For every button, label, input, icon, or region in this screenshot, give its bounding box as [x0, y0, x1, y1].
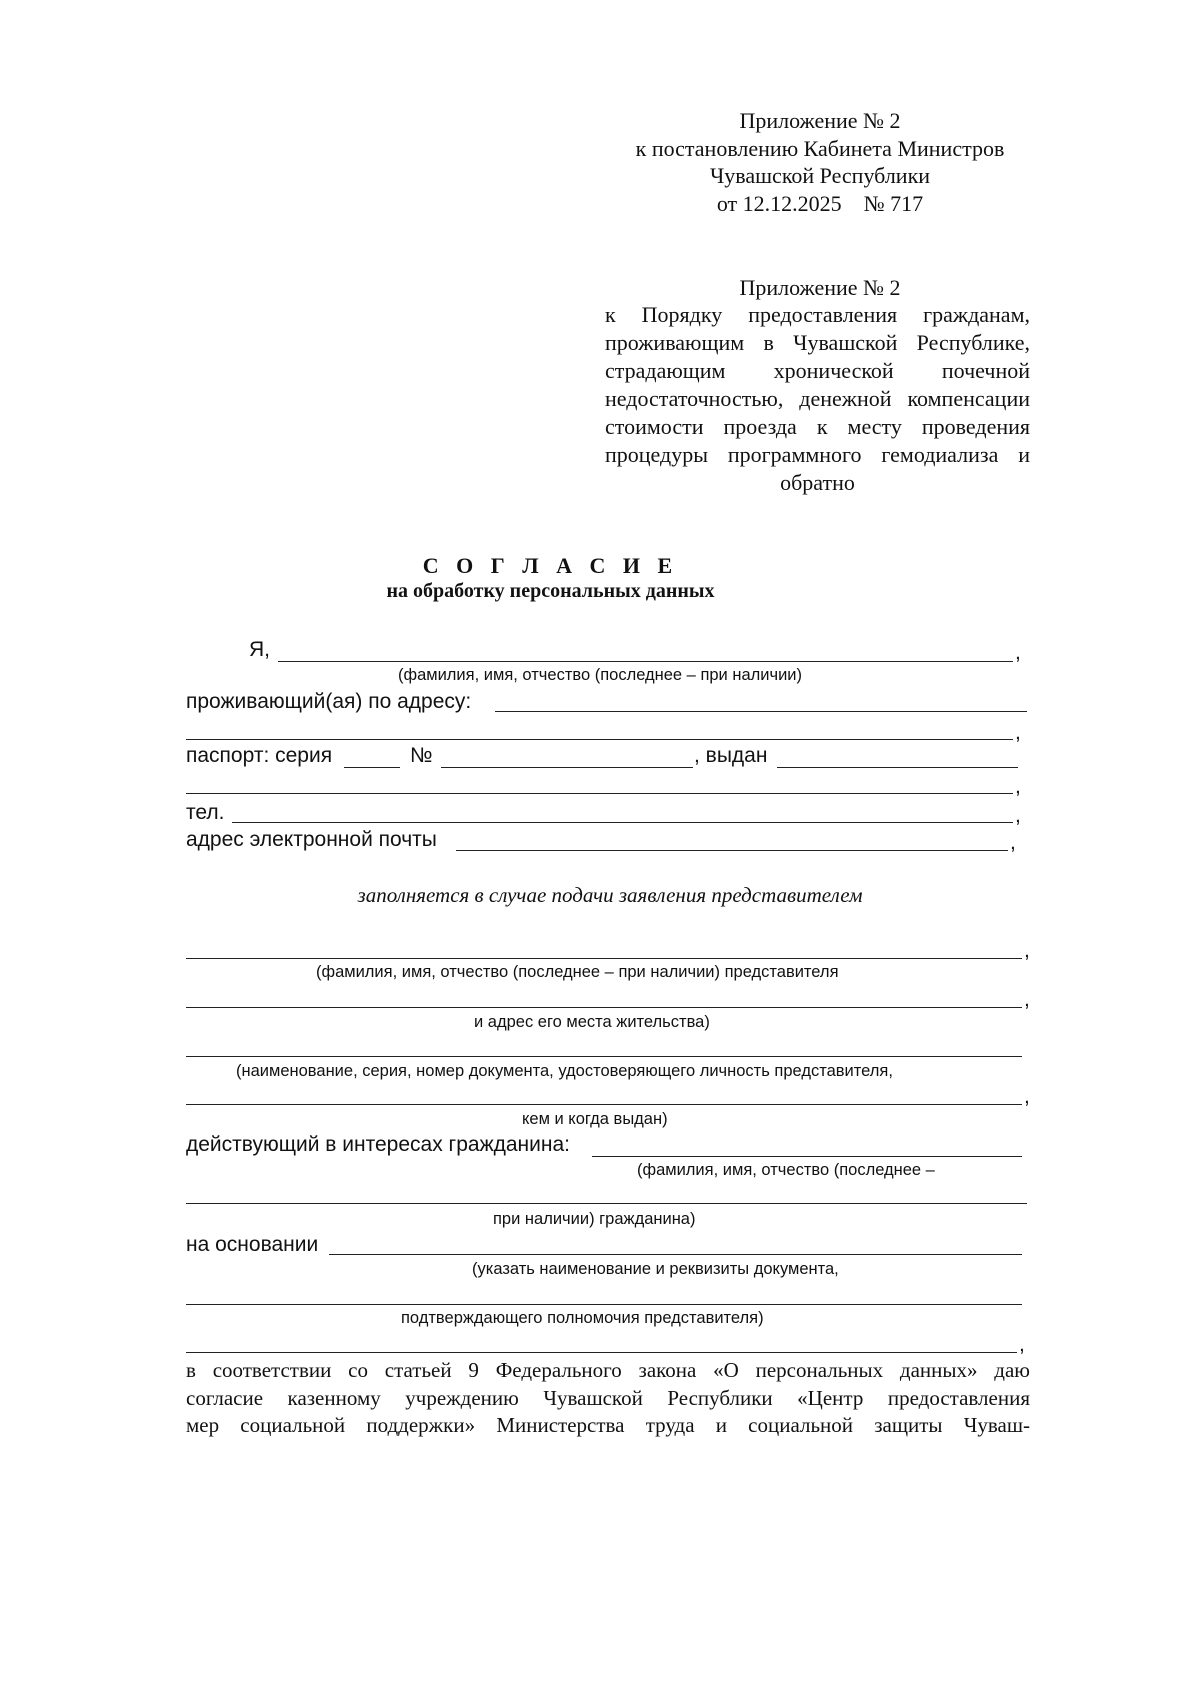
- comma: ,: [1015, 775, 1021, 798]
- consent-line: мер социальной поддержки» Министерства труда и социальной защиты Чуваш-: [186, 1413, 1030, 1437]
- appendix-resolution-line: от 12.12.2025 № 717: [716, 190, 924, 216]
- passport-series-field[interactable]: [344, 767, 400, 768]
- rep-address-caption: и адрес его места жительства): [474, 1013, 710, 1031]
- appendix-resolution-line: Приложение № 2: [739, 108, 901, 133]
- passport-number-field[interactable]: [441, 767, 693, 768]
- rep-issued-caption: кем и когда выдан): [522, 1110, 668, 1128]
- appendix-order-body: к Порядку предоставления гражданам, проживающим в Чувашской Республике, страдающим хронической почечной недостаточностью, денежной компенсации стоимости проезда к месту проведения процедуры программного гемодиализа и обратно: [605, 302, 1030, 495]
- fio-caption: (фамилия, имя, отчество (последнее – при наличии): [398, 666, 803, 684]
- basis-caption-2: подтверждающего полномочия представителя): [401, 1309, 764, 1327]
- rep-document-field-line-2[interactable]: [186, 1104, 1022, 1105]
- basis-field-line-3[interactable]: [186, 1352, 1017, 1353]
- address-field-line[interactable]: [495, 711, 1027, 712]
- phone-field-line[interactable]: [232, 822, 1013, 823]
- rep-fio-field-line[interactable]: [186, 958, 1022, 959]
- phone-label: тел.: [186, 801, 225, 824]
- acting-label: действующий в интересах гражданина:: [186, 1133, 570, 1156]
- rep-address-field-line[interactable]: [186, 1007, 1022, 1008]
- consent-paragraph: [186, 1357, 1030, 1440]
- passport-label: паспорт: серия: [186, 744, 333, 767]
- basis-label: на основании: [186, 1233, 319, 1256]
- comma: ,: [1024, 988, 1030, 1011]
- address-label: проживающий(ая) по адресу:: [186, 690, 472, 713]
- comma: ,: [1019, 1333, 1025, 1356]
- representative-note: заполняется в случае подачи заявления представителем: [357, 883, 863, 907]
- rep-fio-caption: (фамилия, имя, отчество (последнее – при наличии) представителя: [316, 963, 839, 981]
- appendix-order-title: Приложение № 2: [739, 275, 901, 300]
- comma: ,: [1024, 1085, 1030, 1108]
- document-subtitle: на обработку персональных данных: [386, 580, 715, 602]
- fio-field-line[interactable]: [278, 661, 1013, 662]
- passport-number-label: №: [410, 744, 433, 767]
- basis-field-line[interactable]: [329, 1254, 1022, 1255]
- consent-line: в соответствии со статьей 9 Федерального закона «О персональных данных» даю: [186, 1358, 1030, 1382]
- passport-issued-field[interactable]: [777, 767, 1018, 768]
- passport-issued-label: , выдан: [694, 744, 768, 767]
- comma: ,: [1015, 641, 1021, 664]
- citizen-caption-2: при наличии) гражданина): [493, 1210, 696, 1228]
- appendix-resolution-line: к постановлению Кабинета Министров: [635, 135, 1005, 161]
- basis-field-line-2[interactable]: [186, 1304, 1022, 1305]
- email-field-line[interactable]: [456, 850, 1008, 851]
- i-label: Я,: [249, 638, 270, 661]
- citizen-fio-field-line[interactable]: [592, 1156, 1022, 1157]
- consent-line: согласие казенному учреждению Чувашской Республики «Центр предоставления: [186, 1385, 1030, 1410]
- email-label: адрес электронной почты: [186, 828, 437, 851]
- basis-caption-1: (указать наименование и реквизиты документа,: [472, 1260, 839, 1278]
- comma: ,: [1010, 831, 1016, 854]
- citizen-fio-field-line-2[interactable]: [186, 1203, 1027, 1204]
- comma: ,: [1015, 721, 1021, 744]
- comma: ,: [1015, 804, 1021, 827]
- rep-document-caption: (наименование, серия, номер документа, удостоверяющего личность представителя,: [236, 1062, 893, 1080]
- appendix-resolution-line: Чувашской Республики: [709, 163, 931, 188]
- citizen-caption-1: (фамилия, имя, отчество (последнее –: [637, 1161, 935, 1179]
- document-title: С О Г Л А С И Е: [422, 553, 679, 578]
- comma: ,: [1024, 939, 1030, 962]
- appendix-resolution-header: [600, 107, 1040, 217]
- passport-issued-field-2[interactable]: [186, 793, 1013, 794]
- address-field-line-2[interactable]: [186, 739, 1013, 740]
- rep-document-field-line[interactable]: [186, 1056, 1022, 1057]
